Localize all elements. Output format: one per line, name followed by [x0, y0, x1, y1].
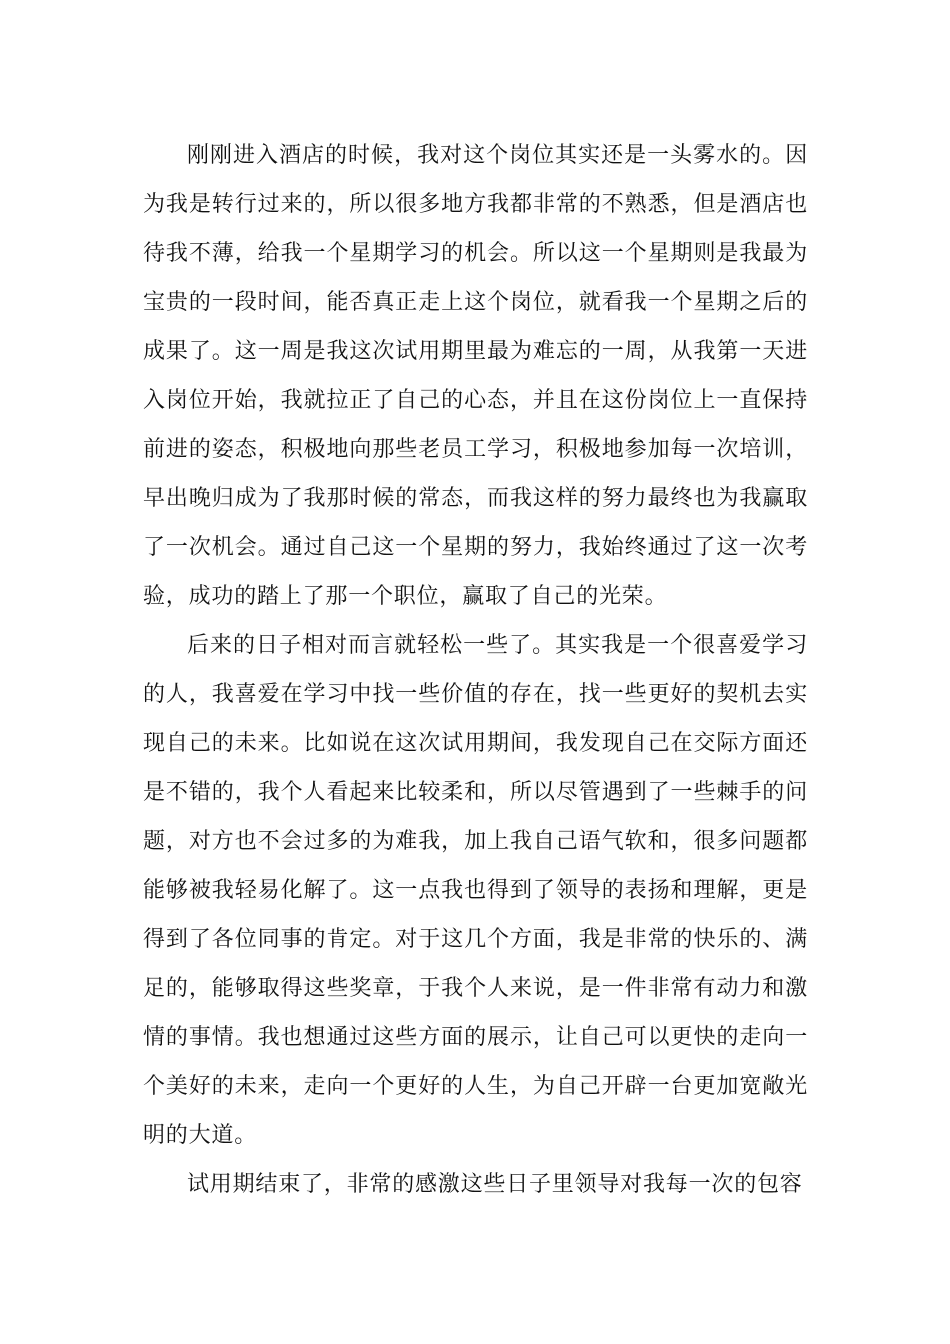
body-text [143, 131, 808, 1209]
paragraph-3: 试用期结束了，非常的感激这些日子里领导对我每一次的包容 [187, 1172, 803, 1197]
paragraph-1: 刚刚进入酒店的时候，我对这个岗位其实还是一头雾水的。因为我是转行过来的，所以很多地方我都非常的不熟悉，但是酒店也待我不薄，给我一个星期学习的机会。所以这一个星期则是我最为宝贵的一段时间，能否真正走上这个岗位，就看我一个星期之后的成果了。这一周是我这次试用期里最为难忘的一周，从我第一天进入岗位开始，我就拉正了自己的心态，并且在这份岗位上一直保持前进的姿态，积极地向那些老员工学习，积极地参加每一次培训，早出晚归成为了我那时候的常态，而我这样的努力最终也为我赢取了一次机会。通过自己这一个星期的努力，我始终通过了这一次考验，成功的踏上了那一个职位，赢取了自己的光荣。 [143, 143, 808, 609]
paragraph-2: 后来的日子相对而言就轻松一些了。其实我是一个很喜爱学习的人，我喜爱在学习中找一些价值的存在，找一些更好的契机去实现自己的未来。比如说在这次试用期间，我发现自己在交际方面还是不错的，我个人看起来比较柔和，所以尽管遇到了一些棘手的问题，对方也不会过多的为难我，加上我自己语气软和，很多问题都能够被我轻易化解了。这一点我也得到了领导的表扬和理解，更是得到了各位同事的肯定。对于这几个方面，我是非常的快乐的、满足的，能够取得这些奖章，于我个人来说，是一件非常有动力和激情的事情。我也想通过这些方面的展示，让自己可以更快的走向一个美好的未来，走向一个更好的人生，为自己开辟一台更加宽敞光明的大道。 [143, 633, 808, 1148]
